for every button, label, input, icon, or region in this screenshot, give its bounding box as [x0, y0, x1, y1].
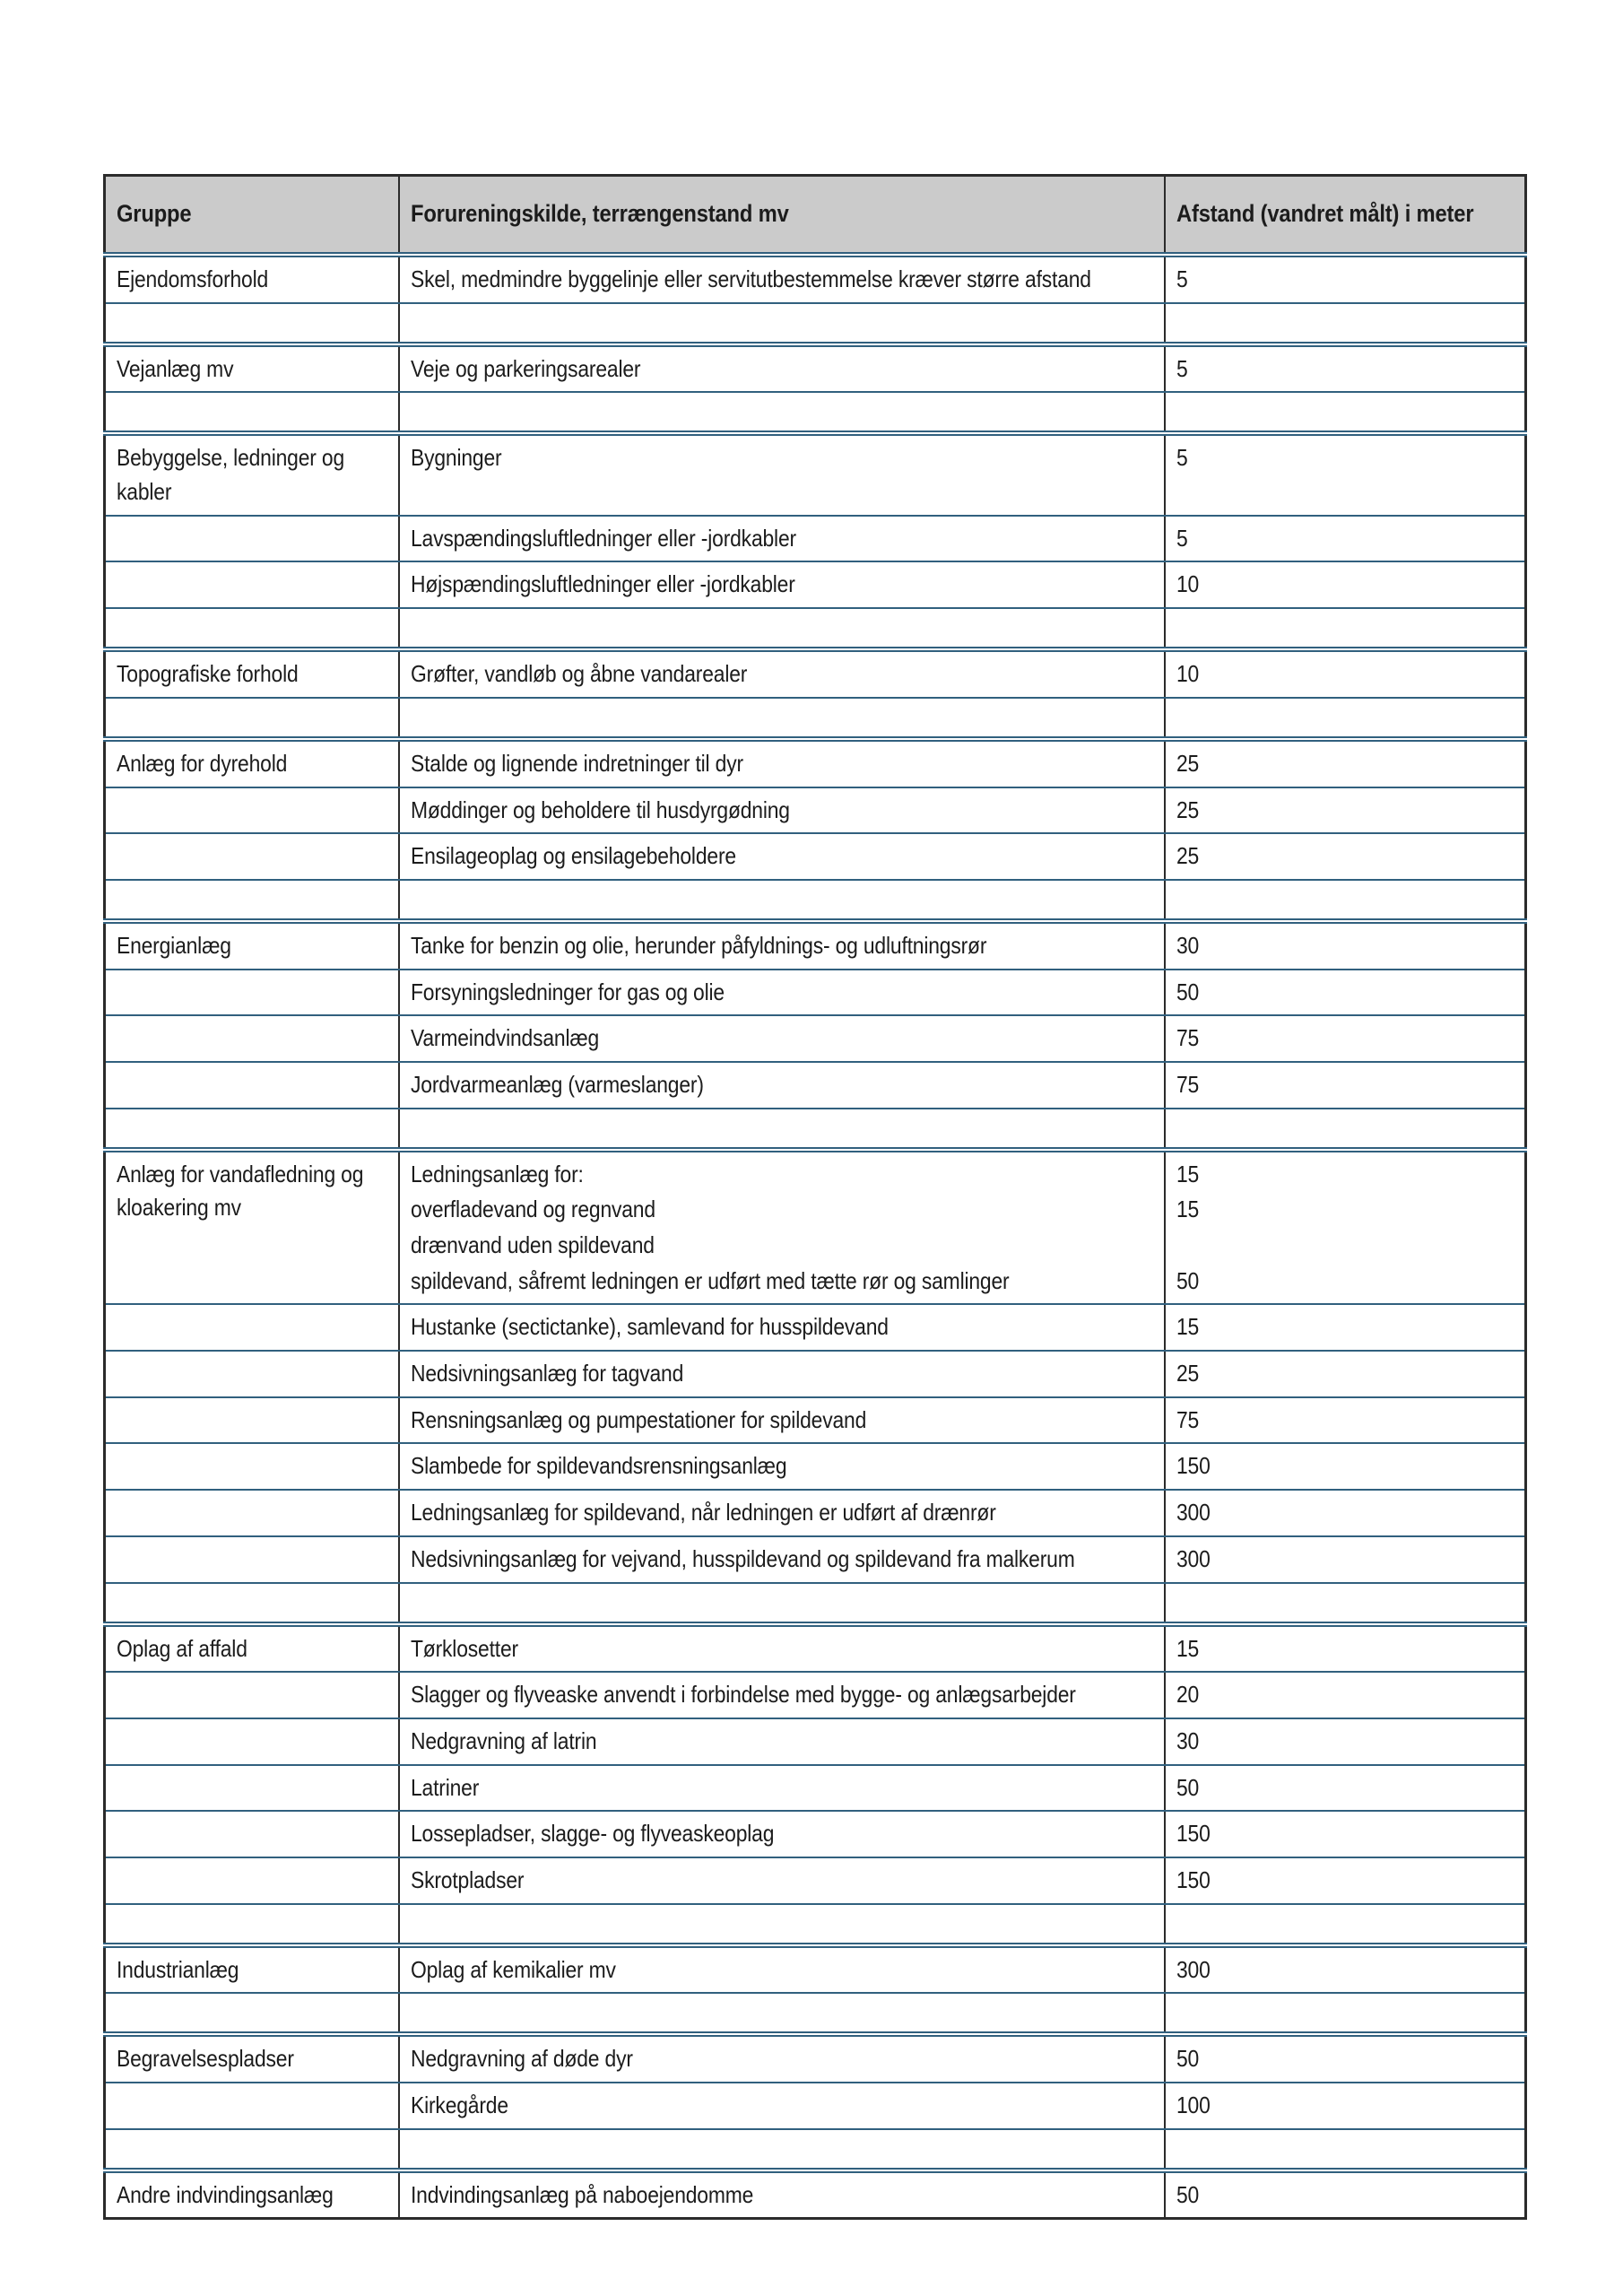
spacer-cell — [399, 1583, 1165, 1624]
spacer-cell — [399, 1993, 1165, 2034]
distance-line: 15 — [1176, 1160, 1199, 1187]
group-label: Bebyggelse, ledninger og kabler — [117, 444, 345, 506]
source-cell — [399, 1718, 1165, 1765]
source-cell — [399, 2170, 1165, 2219]
source-line: Ledningsanlæg for: — [410, 1160, 584, 1187]
table-row — [105, 970, 1526, 1016]
source-cell — [399, 344, 1165, 393]
spacer-cell — [105, 698, 399, 739]
distance-cell — [1165, 1945, 1526, 1994]
source-label: Lavspændingsluftledninger eller -jordkabler — [410, 524, 796, 552]
table-row — [105, 1945, 1526, 1994]
source-label: Jordvarmeanlæg (varmeslanger) — [410, 1070, 704, 1098]
group-cell — [105, 1945, 399, 1994]
group-label: Ejendomsforhold — [117, 265, 269, 292]
distance-value: 10 — [1176, 570, 1199, 598]
distance-cell — [1165, 833, 1526, 880]
table-row — [105, 739, 1526, 787]
table-row — [105, 1536, 1526, 1583]
header-cell-distance — [1165, 176, 1526, 256]
spacer-cell — [105, 392, 399, 433]
distance-value: 10 — [1176, 660, 1199, 688]
table-row — [105, 344, 1526, 393]
distance-cell — [1165, 649, 1526, 698]
source-cell — [399, 739, 1165, 787]
source-label: Nedsivningsanlæg for vejvand, husspildevand og spildevand fra malkerum — [410, 1544, 1075, 1572]
distance-value: 25 — [1176, 1360, 1199, 1387]
spacer-cell — [399, 1904, 1165, 1945]
spacer-row — [105, 1109, 1526, 1150]
distance-value: 75 — [1176, 1024, 1199, 1052]
source-label: Tørklosetter — [410, 1634, 518, 1662]
source-label: Slambede for spildevandsrensningsanlæg — [410, 1452, 786, 1480]
source-cell — [399, 1351, 1165, 1397]
spacer-cell — [105, 303, 399, 344]
source-cell — [399, 1945, 1165, 1994]
source-label: Varmeindvindsanlæg — [410, 1024, 599, 1052]
group-cell — [105, 1536, 399, 1583]
spacer-row — [105, 1583, 1526, 1624]
distance-cell — [1165, 1304, 1526, 1351]
spacer-cell — [399, 2129, 1165, 2170]
source-label: Hustanke (sectictanke), samlevand for husspildevand — [410, 1313, 889, 1341]
group-cell — [105, 1718, 399, 1765]
distance-value: 50 — [1176, 978, 1199, 1005]
source-cell — [399, 516, 1165, 562]
distance-cell — [1165, 2083, 1526, 2129]
spacer-cell — [1165, 1583, 1526, 1624]
source-line: drænvand uden spildevand — [410, 1231, 655, 1258]
distance-value: 150 — [1176, 1820, 1211, 1848]
group-cell — [105, 649, 399, 698]
distance-cell — [1165, 1536, 1526, 1583]
table-row — [105, 1490, 1526, 1536]
distance-line: 15 — [1176, 1196, 1199, 1223]
spacer-cell — [105, 1993, 399, 2034]
group-cell — [105, 2083, 399, 2129]
source-label: Indvindingsanlæg på naboejendomme — [410, 2180, 753, 2208]
group-cell — [105, 1811, 399, 1857]
distance-cell — [1165, 344, 1526, 393]
header-label-group: Gruppe — [117, 200, 192, 228]
table-row — [105, 649, 1526, 698]
spacer-row — [105, 880, 1526, 921]
source-cell — [399, 1015, 1165, 1062]
group-cell — [105, 1150, 399, 1305]
source-cell — [399, 1624, 1165, 1673]
source-label: Veje og parkeringsarealer — [410, 354, 640, 382]
spacer-cell — [399, 303, 1165, 344]
group-label: Vejanlæg mv — [117, 354, 234, 382]
source-cell — [399, 1304, 1165, 1351]
group-label: Oplag af affald — [117, 1634, 247, 1662]
source-label: Ledningsanlæg for spildevand, når ledningen er udført af drænrør — [410, 1499, 996, 1526]
source-label: Bygninger — [410, 444, 501, 472]
header-label-distance: Afstand (vandret målt) i meter — [1176, 200, 1473, 228]
distance-line: 50 — [1176, 1266, 1199, 1294]
group-cell — [105, 1857, 399, 1904]
spacer-cell — [399, 392, 1165, 433]
group-cell — [105, 1015, 399, 1062]
group-cell — [105, 1062, 399, 1109]
table-row — [105, 1015, 1526, 1062]
spacer-row — [105, 1993, 1526, 2034]
source-label: Skrotpladser — [410, 1866, 524, 1893]
distance-value: 50 — [1176, 2180, 1199, 2208]
source-cell — [399, 2083, 1165, 2129]
spacer-cell — [105, 1109, 399, 1150]
distance-cell — [1165, 1857, 1526, 1904]
distance-cell — [1165, 561, 1526, 608]
group-cell — [105, 1765, 399, 1812]
spacer-cell — [399, 698, 1165, 739]
spacer-cell — [105, 880, 399, 921]
distance-value: 100 — [1176, 2092, 1211, 2118]
group-cell — [105, 833, 399, 880]
header-label-source: Forureningskilde, terrængenstand mv — [410, 200, 789, 228]
source-cell — [399, 1765, 1165, 1812]
group-label: Andre indvindingsanlæg — [117, 2180, 334, 2208]
spacer-cell — [1165, 2129, 1526, 2170]
source-label: Lossepladser, slagge- og flyveaskeoplag — [410, 1820, 774, 1848]
distance-table — [103, 174, 1527, 2220]
table-row — [105, 1062, 1526, 1109]
group-label: Energianlæg — [117, 931, 231, 959]
distance-value: 15 — [1176, 1313, 1199, 1341]
table-row — [105, 2034, 1526, 2083]
spacer-cell — [1165, 608, 1526, 649]
distance-value: 25 — [1176, 796, 1199, 823]
table-row — [105, 1351, 1526, 1397]
source-label: Slagger og flyveaske anvendt i forbindelse med bygge- og anlægsarbejder — [410, 1681, 1076, 1709]
distance-value: 15 — [1176, 1634, 1199, 1662]
spacer-cell — [1165, 880, 1526, 921]
distance-cell — [1165, 2034, 1526, 2083]
distance-cell — [1165, 1718, 1526, 1765]
source-label: Grøfter, vandløb og åbne vandarealer — [410, 660, 747, 688]
group-label: Anlæg for vandafledning og kloakering mv — [117, 1160, 364, 1222]
source-cell — [399, 1062, 1165, 1109]
group-cell — [105, 2170, 399, 2219]
spacer-cell — [1165, 698, 1526, 739]
table-row — [105, 2083, 1526, 2129]
table-row — [105, 561, 1526, 608]
table-row — [105, 787, 1526, 834]
spacer-row — [105, 2129, 1526, 2170]
table-row — [105, 516, 1526, 562]
spacer-row — [105, 698, 1526, 739]
group-cell — [105, 787, 399, 834]
source-line: overfladevand og regnvand — [410, 1196, 655, 1223]
source-cell — [399, 1811, 1165, 1857]
source-label: Oplag af kemikalier mv — [410, 1955, 616, 1983]
source-cell — [399, 1672, 1165, 1718]
source-label: Højspændingsluftledninger eller -jordkabler — [410, 570, 795, 598]
distance-table-container — [103, 174, 1524, 2220]
source-cell — [399, 561, 1165, 608]
distance-cell — [1165, 2170, 1526, 2219]
table-row — [105, 1811, 1526, 1857]
distance-value: 300 — [1176, 1499, 1211, 1526]
group-cell — [105, 255, 399, 303]
distance-cell — [1165, 1062, 1526, 1109]
distance-cell — [1165, 970, 1526, 1016]
spacer-cell — [1165, 1904, 1526, 1945]
source-label: Tanke for benzin og olie, herunder påfyldnings- og udluftningsrør — [410, 931, 986, 959]
source-label: Nedgravning af døde dyr — [410, 2045, 633, 2073]
distance-cell — [1165, 787, 1526, 834]
source-cell — [399, 1443, 1165, 1490]
source-cell — [399, 787, 1165, 834]
table-row — [105, 1624, 1526, 1673]
source-cell — [399, 970, 1165, 1016]
source-cell — [399, 1857, 1165, 1904]
distance-cell — [1165, 1811, 1526, 1857]
table-row — [105, 921, 1526, 970]
source-cell — [399, 649, 1165, 698]
spacer-cell — [1165, 303, 1526, 344]
distance-value: 50 — [1176, 1773, 1199, 1801]
source-cell — [399, 1397, 1165, 1444]
spacer-row — [105, 608, 1526, 649]
distance-cell — [1165, 1015, 1526, 1062]
source-cell — [399, 1536, 1165, 1583]
spacer-row — [105, 303, 1526, 344]
group-label: Anlæg for dyrehold — [117, 749, 288, 777]
group-cell — [105, 1624, 399, 1673]
spacer-cell — [1165, 1993, 1526, 2034]
distance-value: 50 — [1176, 2045, 1199, 2073]
distance-value: 30 — [1176, 1726, 1199, 1754]
spacer-cell — [399, 880, 1165, 921]
spacer-cell — [1165, 1109, 1526, 1150]
group-cell — [105, 1397, 399, 1444]
distance-cell — [1165, 1672, 1526, 1718]
group-label: Industrianlæg — [117, 1955, 239, 1983]
group-cell — [105, 2034, 399, 2083]
source-label: Møddinger og beholdere til husdyrgødning — [410, 796, 790, 823]
header-cell-source — [399, 176, 1165, 256]
distance-value: 150 — [1176, 1866, 1211, 1893]
distance-value: 25 — [1176, 842, 1199, 870]
table-row — [105, 255, 1526, 303]
table-row — [105, 833, 1526, 880]
table-row — [105, 1443, 1526, 1490]
header-row — [105, 176, 1526, 256]
distance-cell — [1165, 516, 1526, 562]
distance-value: 5 — [1176, 444, 1188, 472]
group-cell — [105, 561, 399, 608]
distance-cell — [1165, 255, 1526, 303]
distance-value: 75 — [1176, 1405, 1199, 1433]
source-cell — [399, 2034, 1165, 2083]
distance-cell — [1165, 921, 1526, 970]
group-cell — [105, 1304, 399, 1351]
group-cell — [105, 921, 399, 970]
source-cell — [399, 433, 1165, 515]
group-cell — [105, 1351, 399, 1397]
spacer-cell — [105, 1583, 399, 1624]
table-row-multiline — [105, 1150, 1526, 1305]
distance-value: 20 — [1176, 1681, 1199, 1709]
distance-value: 5 — [1176, 354, 1188, 382]
group-cell — [105, 970, 399, 1016]
source-label: Nedsivningsanlæg for tagvand — [410, 1360, 683, 1387]
source-label: Forsyningsledninger for gas og olie — [410, 978, 725, 1005]
table-row — [105, 1304, 1526, 1351]
source-cell — [399, 1150, 1165, 1305]
spacer-row — [105, 1904, 1526, 1945]
header-cell-group — [105, 176, 399, 256]
source-cell — [399, 1490, 1165, 1536]
source-label: Skel, medmindre byggelinje eller servitutbestemmelse kræver større afstand — [410, 265, 1091, 292]
distance-value: 5 — [1176, 265, 1188, 292]
distance-cell — [1165, 1443, 1526, 1490]
source-label: Kirkegårde — [410, 2092, 508, 2118]
table-row — [105, 2170, 1526, 2219]
spacer-cell — [399, 608, 1165, 649]
distance-cell — [1165, 1490, 1526, 1536]
distance-value: 25 — [1176, 749, 1199, 777]
distance-value: 300 — [1176, 1955, 1211, 1983]
source-label: Ensilageoplag og ensilagebeholdere — [410, 842, 736, 870]
group-label: Topografiske forhold — [117, 660, 299, 688]
group-cell — [105, 1443, 399, 1490]
table-row — [105, 1765, 1526, 1812]
spacer-cell — [105, 2129, 399, 2170]
distance-value: 300 — [1176, 1544, 1211, 1572]
distance-cell — [1165, 433, 1526, 515]
distance-value: 75 — [1176, 1070, 1199, 1098]
source-cell — [399, 833, 1165, 880]
spacer-cell — [1165, 392, 1526, 433]
distance-value: 5 — [1176, 524, 1188, 552]
group-cell — [105, 1490, 399, 1536]
distance-cell — [1165, 1624, 1526, 1673]
source-line: spildevand, såfremt ledningen er udført med tætte rør og samlinger — [410, 1266, 1009, 1294]
source-cell — [399, 921, 1165, 970]
distance-cell — [1165, 1351, 1526, 1397]
group-cell — [105, 344, 399, 393]
spacer-cell — [105, 1904, 399, 1945]
source-cell — [399, 255, 1165, 303]
distance-cell — [1165, 739, 1526, 787]
group-cell — [105, 739, 399, 787]
group-cell — [105, 516, 399, 562]
table-row — [105, 1718, 1526, 1765]
spacer-row — [105, 392, 1526, 433]
distance-cell — [1165, 1397, 1526, 1444]
distance-value: 30 — [1176, 931, 1199, 959]
distance-cell — [1165, 1765, 1526, 1812]
distance-cell — [1165, 1150, 1526, 1305]
group-cell — [105, 1672, 399, 1718]
table-row — [105, 433, 1526, 515]
spacer-cell — [105, 608, 399, 649]
table-row — [105, 1857, 1526, 1904]
source-label: Stalde og lignende indretninger til dyr — [410, 749, 743, 777]
table-row — [105, 1397, 1526, 1444]
source-label: Rensningsanlæg og pumpestationer for spildevand — [410, 1405, 866, 1433]
group-cell — [105, 433, 399, 515]
distance-value: 150 — [1176, 1452, 1211, 1480]
source-label: Latriner — [410, 1773, 479, 1801]
source-label: Nedgravning af latrin — [410, 1726, 596, 1754]
group-label: Begravelsespladser — [117, 2045, 294, 2073]
spacer-cell — [399, 1109, 1165, 1150]
table-row — [105, 1672, 1526, 1718]
